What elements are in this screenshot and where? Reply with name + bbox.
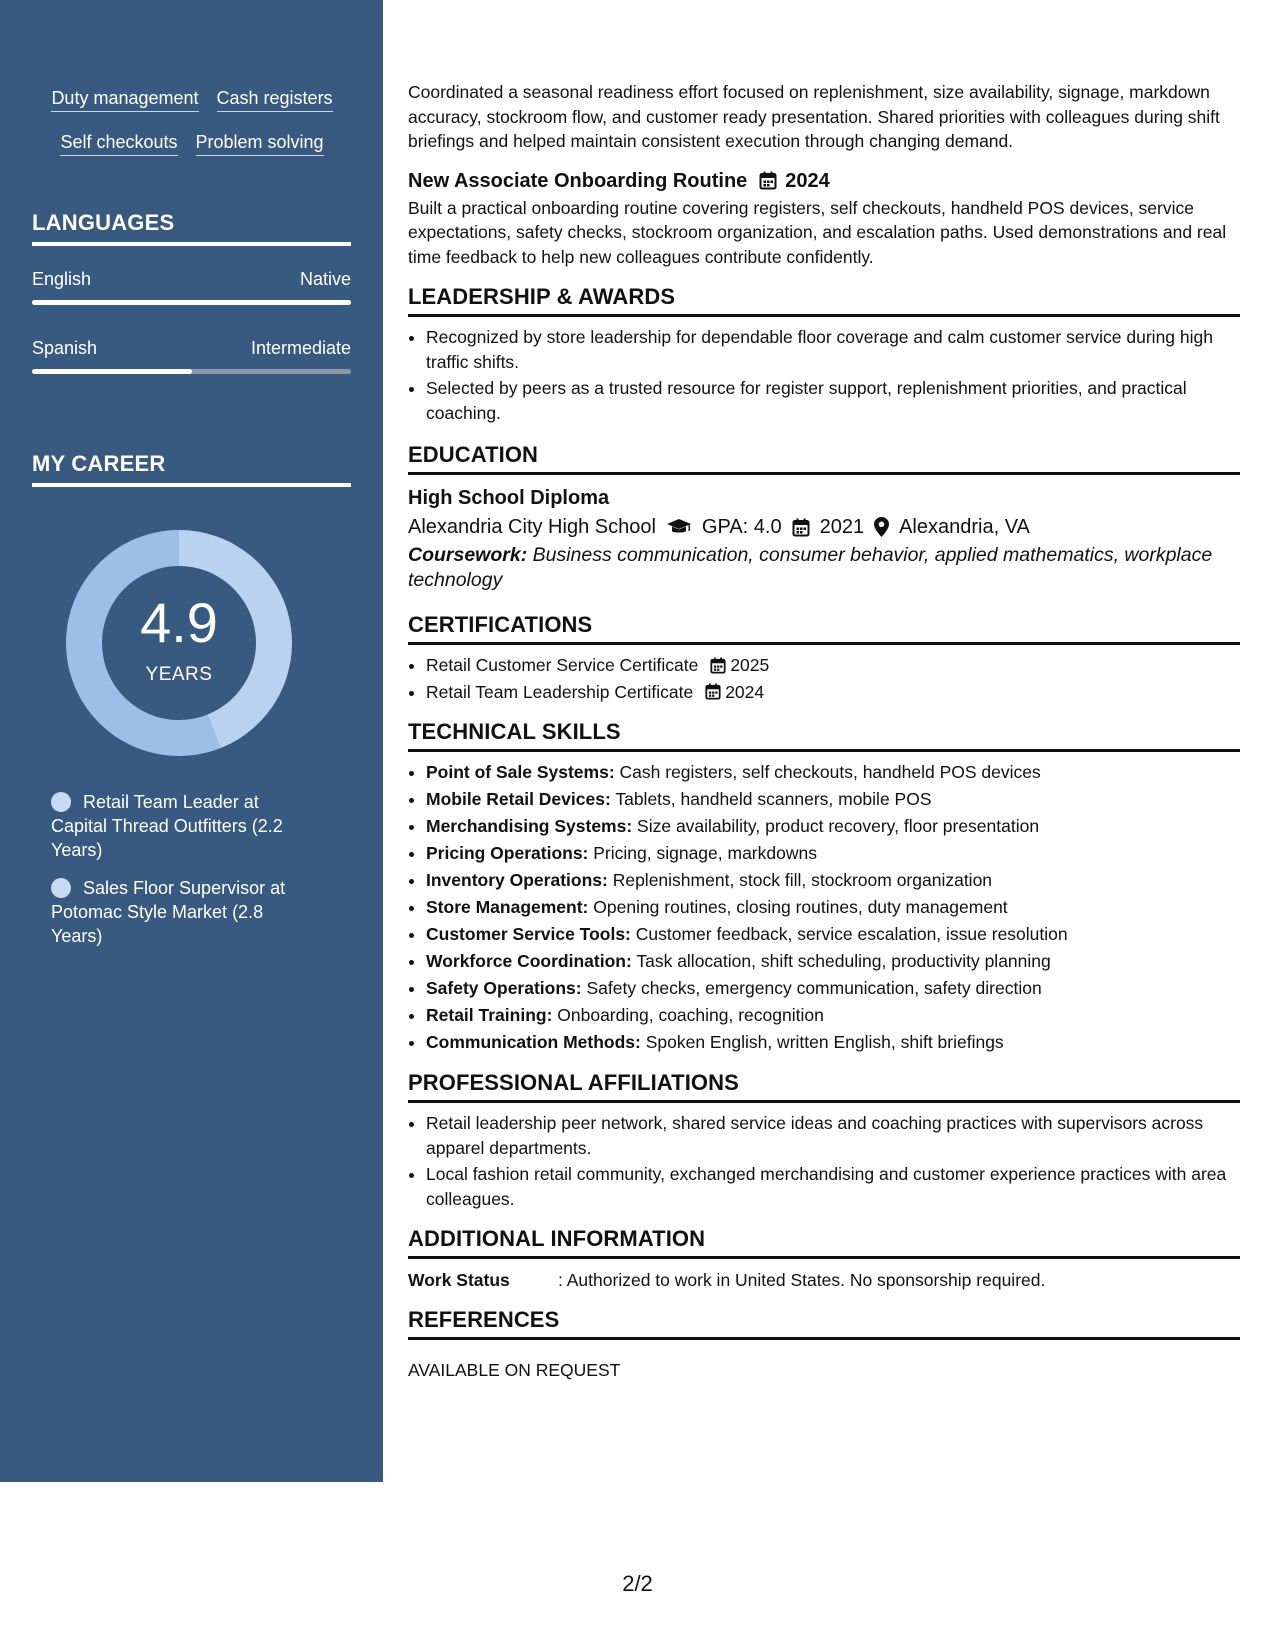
list-item bbox=[426, 680, 1240, 705]
list-item: • Local fashion retail community, exchanged merchandising and customer experience practices with area colleagues. bbox=[426, 1162, 1240, 1211]
skill-text: Opening routines, closing routines, duty management bbox=[588, 897, 1008, 917]
calendar-icon bbox=[705, 683, 721, 700]
education-location: Alexandria, VA bbox=[899, 516, 1030, 538]
list-item bbox=[426, 787, 1240, 812]
certification-year: 2025 bbox=[730, 655, 770, 675]
section-heading-certifications: CERTIFICATIONS bbox=[408, 611, 1240, 645]
list-item bbox=[426, 1030, 1240, 1055]
career-total-years: 4.9 bbox=[140, 591, 218, 654]
language-proficiency-bar bbox=[32, 300, 351, 305]
skill-tag-row bbox=[32, 130, 352, 156]
certification-name: • Retail Customer Service Certificate bbox=[426, 655, 699, 675]
list-item bbox=[426, 1003, 1240, 1028]
skill-label: Safety Operations: bbox=[426, 978, 582, 998]
list-item bbox=[426, 976, 1240, 1001]
technical-skills-list bbox=[408, 760, 1240, 1055]
calendar-icon bbox=[759, 171, 777, 190]
career-item bbox=[51, 876, 311, 948]
list-item bbox=[426, 814, 1240, 839]
work-status-label: Work Status bbox=[408, 1270, 510, 1290]
skill-text: Task allocation, shift scheduling, productivity planning bbox=[631, 951, 1051, 971]
location-pin-icon bbox=[874, 517, 889, 537]
skill-text: Spoken English, written English, shift briefings bbox=[640, 1032, 1004, 1052]
section-heading-additional-information: ADDITIONAL INFORMATION bbox=[408, 1225, 1240, 1259]
section-heading-affiliations: PROFESSIONAL AFFILIATIONS bbox=[408, 1069, 1240, 1103]
career-donut-chart bbox=[66, 530, 292, 756]
list-item bbox=[426, 653, 1240, 678]
skill-tags bbox=[32, 86, 352, 174]
education-gpa: GPA: 4.0 bbox=[701, 516, 782, 538]
career-item bbox=[51, 790, 311, 862]
skill-label: Merchandising Systems: bbox=[426, 816, 633, 836]
section-heading-leadership: LEADERSHIP & AWARDS bbox=[408, 283, 1240, 317]
skill-tag-cash-registers[interactable]: Cash registers bbox=[217, 86, 333, 112]
list-item bbox=[426, 895, 1240, 920]
career-item-text: Retail Team Leader at Capital Thread Outfitters (2.2 Years) bbox=[51, 792, 283, 860]
section-heading-references: REFERENCES bbox=[408, 1306, 1240, 1340]
main-content bbox=[408, 80, 1240, 1382]
skill-label: Point of Sale Systems: bbox=[426, 762, 615, 782]
language-proficiency-fill bbox=[32, 300, 351, 305]
leadership-list bbox=[408, 325, 1240, 425]
skill-label: Mobile Retail Devices: bbox=[426, 789, 611, 809]
project-intro-paragraph: Coordinated a seasonal readiness effort focused on replenishment, size availability, signage, markdown accuracy, stockroom flow, and customer ready presentation. Shared priorities with colleagues during shift briefings and helped maintain consistent execution through changing demand. bbox=[408, 82, 1220, 151]
education-school: Alexandria City High School bbox=[408, 516, 656, 538]
language-name: Spanish bbox=[32, 338, 98, 358]
list-item: • Retail leadership peer network, shared service ideas and coaching practices with supervisors across apparel departments. bbox=[426, 1111, 1240, 1160]
skill-label: Retail Training: bbox=[426, 1005, 553, 1025]
list-item bbox=[426, 949, 1240, 974]
language-level: Native bbox=[299, 269, 351, 289]
skill-tag-duty-management[interactable]: Duty management bbox=[51, 86, 198, 112]
language-name: English bbox=[32, 269, 92, 289]
skill-label: Inventory Operations: bbox=[426, 870, 608, 890]
section-heading-technical-skills: TECHNICAL SKILLS bbox=[408, 718, 1240, 752]
skill-label: Pricing Operations: bbox=[426, 843, 589, 863]
coursework-text: Business communication, consumer behavior, applied mathematics, workplace technology bbox=[408, 544, 1213, 591]
skill-label: Communication Methods: bbox=[426, 1032, 641, 1052]
skill-text: Size availability, product recovery, floor presentation bbox=[632, 816, 1040, 836]
list-item bbox=[426, 868, 1240, 893]
language-proficiency-fill bbox=[32, 369, 192, 374]
skill-tag-problem-solving[interactable]: Problem solving bbox=[196, 130, 324, 156]
skill-label: Customer Service Tools: bbox=[426, 924, 631, 944]
education-details bbox=[408, 513, 1240, 541]
page-number: 2/2 bbox=[622, 1571, 653, 1596]
certification-year: 2024 bbox=[725, 681, 765, 702]
sidebar bbox=[0, 0, 383, 1482]
career-total-unit: YEARS bbox=[145, 664, 213, 685]
skill-text: Replenishment, stock fill, stockroom organization bbox=[607, 870, 993, 890]
skill-label: Workforce Coordination: bbox=[426, 951, 632, 971]
list-item bbox=[426, 922, 1240, 947]
work-status-value: : Authorized to work in United States. No sponsorship required. bbox=[558, 1270, 1046, 1290]
skill-tag-self-checkouts[interactable]: Self checkouts bbox=[60, 130, 177, 156]
career-item-text: Sales Floor Supervisor at Potomac Style Market (2.8 Years) bbox=[51, 878, 286, 946]
certification-name: • Retail Team Leadership Certificate bbox=[426, 681, 694, 702]
career-heading: MY CAREER bbox=[32, 450, 351, 487]
education-degree: High School Diploma bbox=[408, 487, 610, 509]
list-item: • Recognized by store leadership for dependable floor coverage and calm customer service during high traffic shifts. bbox=[426, 325, 1240, 374]
education-coursework bbox=[408, 543, 1240, 593]
list-item bbox=[426, 841, 1240, 866]
skill-text: Customer feedback, service escalation, issue resolution bbox=[630, 924, 1068, 944]
project-title-row bbox=[408, 168, 1240, 194]
references-text: AVAILABLE ON REQUEST bbox=[408, 1360, 621, 1380]
list-item: • Selected by peers as a trusted resource for register support, replenishment priorities, and practical coaching. bbox=[426, 376, 1240, 425]
project-description: Built a practical onboarding routine covering registers, self checkouts, handheld POS devices, service expectations, safety checks, stockroom organization, and escalation paths. Used demonstrations and real time feedback to help new colleagues contribute confidently. bbox=[408, 197, 1227, 267]
affiliations-list bbox=[408, 1111, 1240, 1211]
calendar-icon bbox=[792, 518, 810, 537]
skill-text: Tablets, handheld scanners, mobile POS bbox=[610, 789, 932, 809]
languages-heading: LANGUAGES bbox=[32, 209, 351, 246]
skill-text: Onboarding, coaching, recognition bbox=[552, 1005, 824, 1025]
skill-text: Safety checks, emergency communication, safety direction bbox=[581, 978, 1042, 998]
skill-text: Cash registers, self checkouts, handheld POS devices bbox=[614, 762, 1041, 782]
skill-tag-row bbox=[32, 86, 352, 112]
career-legend-dot bbox=[51, 792, 71, 812]
certifications-list bbox=[408, 653, 1240, 704]
language-item-english bbox=[32, 267, 351, 305]
career-legend-dot bbox=[51, 878, 71, 898]
graduation-cap-icon bbox=[666, 518, 692, 536]
language-item-spanish bbox=[32, 336, 351, 374]
skill-label: Store Management: bbox=[426, 897, 589, 917]
project-year: 2024 bbox=[785, 169, 830, 192]
project-title: New Associate Onboarding Routine bbox=[408, 169, 748, 192]
language-proficiency-bar bbox=[32, 369, 351, 374]
language-level: Intermediate bbox=[250, 338, 351, 358]
skill-text: Pricing, signage, markdowns bbox=[588, 843, 817, 863]
calendar-icon bbox=[710, 657, 726, 674]
work-status-row bbox=[408, 1268, 1240, 1292]
section-heading-education: EDUCATION bbox=[408, 441, 1240, 475]
list-item bbox=[426, 760, 1240, 785]
coursework-label: Coursework: bbox=[408, 544, 528, 566]
education-year: 2021 bbox=[819, 516, 865, 538]
